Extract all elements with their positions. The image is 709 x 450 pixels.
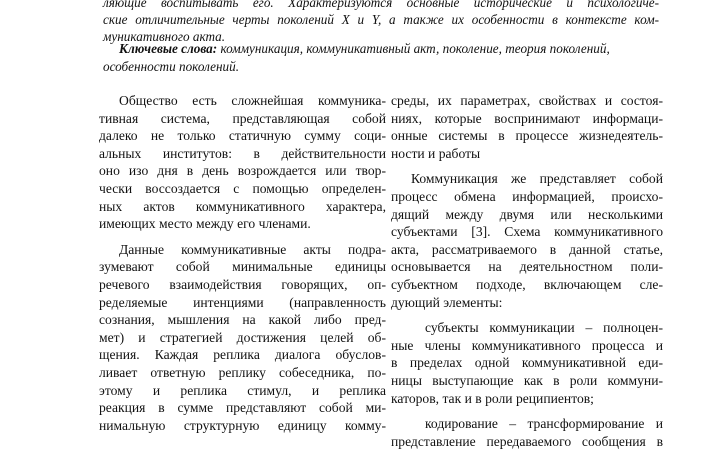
text-line: далеко не только статичную сумму соци- bbox=[99, 128, 386, 144]
text-line: ниях, которые воспринимают информаци- bbox=[391, 110, 663, 126]
text-line: основывается на деятельностном поли- bbox=[391, 259, 663, 275]
abstract-line: ляющие воспитывать его. Характеризуются основные исторические и психологиче- bbox=[103, 0, 659, 10]
keywords-text: коммуникация, коммуникативный акт, поколение, теория поколений, bbox=[220, 41, 610, 56]
text-line: Данные коммуникативные акты подра- bbox=[119, 241, 386, 257]
text-line: в пределах одной коммуникативной еди- bbox=[391, 355, 663, 371]
text-line: субъектами [3]. Схема коммуникативного bbox=[391, 224, 663, 240]
left-column bbox=[99, 92, 386, 434]
text-line: дящий между двумя или несколькими bbox=[391, 206, 663, 222]
paragraph bbox=[99, 92, 386, 233]
abstract-line: ские отличительные черты поколений X и Y, а также их особенности в контексте ком- bbox=[103, 12, 659, 28]
text-line: процесс обмена информацией, происхо- bbox=[391, 188, 663, 204]
text-line: зумевают собой минимальные единицы bbox=[99, 259, 386, 275]
text-line: ных актов коммуникативного характера, bbox=[99, 198, 386, 214]
text-line: сознания, мышления на какой либо пред- bbox=[99, 312, 386, 328]
text-line: ределяемые интенциями (направленность bbox=[99, 294, 386, 310]
text-line: Коммуникация же представляет собой bbox=[411, 171, 663, 187]
paragraph bbox=[391, 319, 663, 407]
text-line: альных институтов: в действительности bbox=[99, 145, 386, 161]
text-line: представление передаваемого сообщения в bbox=[391, 433, 663, 449]
text-line: тивная система, представляющая собой bbox=[99, 110, 386, 126]
text-line: чески воссоздается с помощью определен- bbox=[99, 180, 386, 196]
paragraph bbox=[391, 92, 663, 162]
text-line: этому и реплика стимул, и реплика bbox=[99, 382, 386, 398]
abstract-line: муникативного акта. bbox=[103, 29, 226, 45]
paragraph bbox=[99, 241, 386, 435]
text-line: ности и работы bbox=[391, 145, 481, 161]
text-line: ные члены коммуникативного процесса и bbox=[391, 337, 663, 353]
text-line: каторов, так и в роли реципиентов; bbox=[391, 390, 594, 406]
right-column bbox=[391, 92, 663, 450]
text-line: речевого взаимодействия говорящих, оп- bbox=[99, 276, 386, 292]
text-line: ливает ответную реплику собеседника, по- bbox=[99, 364, 386, 380]
text-line: кодирование – трансформирование и bbox=[425, 416, 663, 432]
keywords-line: особенности поколений. bbox=[103, 59, 240, 74]
keywords-line bbox=[103, 40, 663, 58]
text-line: щения. Каждая реплика диалога обуслов- bbox=[99, 347, 386, 363]
text-line: Общество есть сложнейшая коммуника- bbox=[119, 93, 386, 108]
text-line: онные системы в процессе жизнедеятель- bbox=[391, 128, 663, 144]
keywords-label: Ключевые слова: bbox=[119, 41, 218, 56]
text-line: оно изо дня в день возрождается или твор- bbox=[99, 163, 386, 179]
text-line: ницы выступающие как в роли коммуни- bbox=[391, 372, 663, 388]
text-line: среды, их параметрах, свойствах и состоя- bbox=[391, 93, 663, 108]
text-line: реакция в сумме представляют собой ми- bbox=[99, 400, 386, 416]
text-line: нимальную структурную единицу комму- bbox=[99, 417, 386, 433]
text-line: субъектном подходе, включающем сле- bbox=[391, 276, 663, 292]
text-line: мет) и стратегией достижения целей об- bbox=[99, 329, 386, 345]
text-line: дующий элементы: bbox=[391, 294, 503, 310]
paragraph bbox=[391, 415, 663, 450]
keywords bbox=[103, 40, 663, 76]
text-line: имеющих место между его членами. bbox=[99, 216, 311, 232]
paragraph bbox=[391, 170, 663, 311]
text-line: акта, рассматриваемого в данной статье, bbox=[391, 241, 663, 257]
abstract bbox=[103, 0, 659, 46]
text-line: субъекты коммуникации – полноцен- bbox=[425, 320, 663, 336]
